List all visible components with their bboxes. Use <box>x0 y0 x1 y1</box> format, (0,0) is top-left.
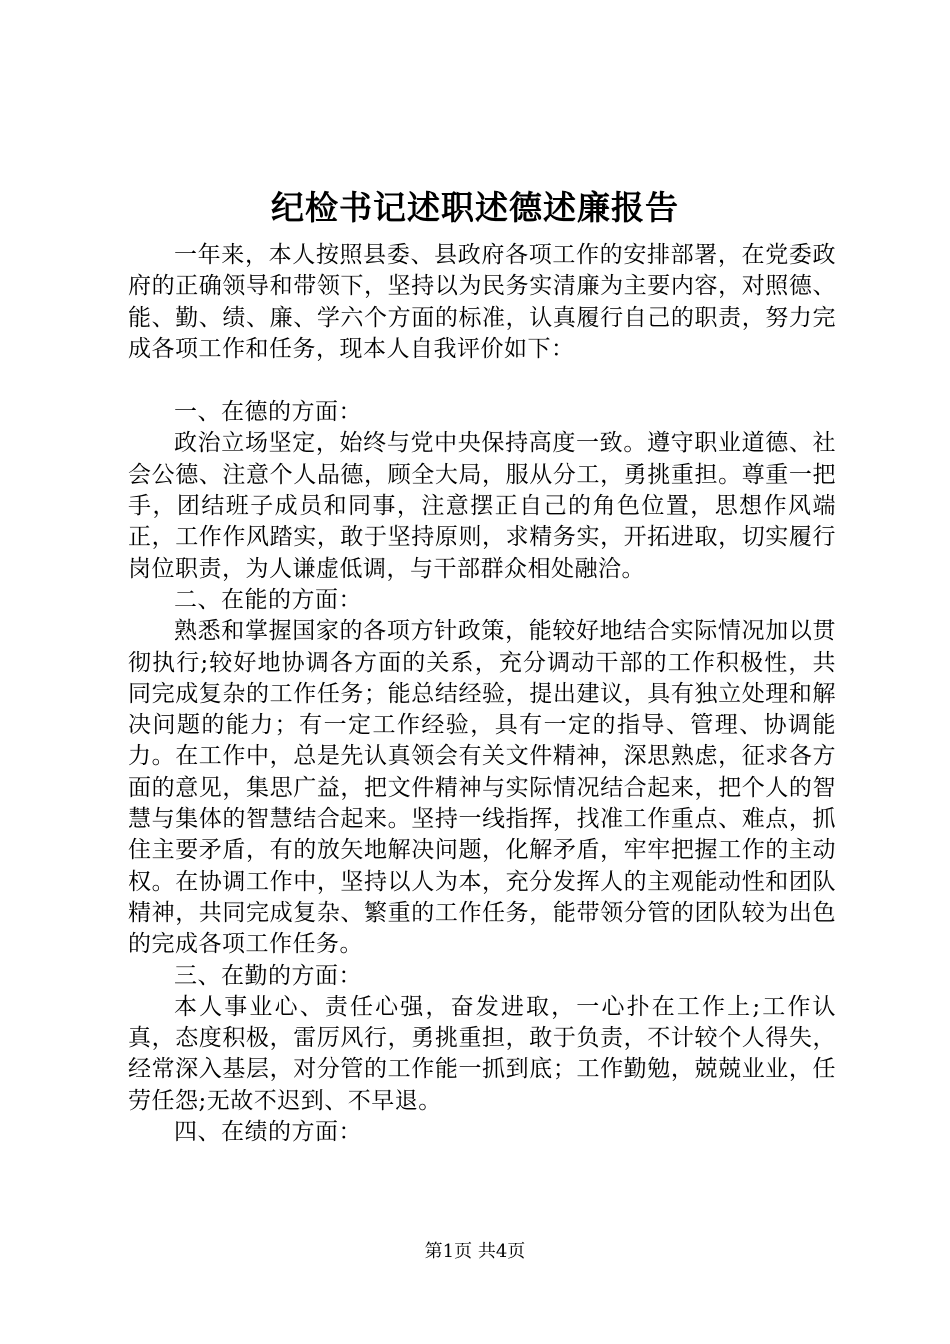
document-body <box>128 240 836 1148</box>
section-heading-de: 一、在德的方面： <box>174 399 362 426</box>
section-text-neng: 熟悉和掌握国家的各项方针政策，能较好地结合实际情况加以贯彻执行;较好地协调各方面的关系，充分调动干部的工作积极性，共同完成复杂的工作任务；能总结经验，提出建议，具有独立处理和解决问题的能力；有一定工作经验，具有一定的指导、管理、协调能力。在工作中，总是先认真领会有关文件精神，深思熟虑，征求各方面的意见，集思广益，把文件精神与实际情况结合起来，把个人的智慧与集体的智慧结合起来。坚持一线指挥，找准工作重点、难点，抓住主要矛盾，有的放矢地解决问题，化解矛盾，牢牢把握工作的主动权。在协调工作中，坚持以人为本，充分发挥人的主观能动性和团队精神，共同完成复杂、繁重的工作任务，能带领分管的团队较为出色的完成各项工作任务。 <box>128 618 836 958</box>
intro-paragraph: 一年来，本人按照县委、县政府各项工作的安排部署，在党委政府的正确领导和带领下，坚持以为民务实清廉为主要内容，对照德、能、勤、绩、廉、学六个方面的标准，认真履行自己的职责，努力完成各项工作和任务，现本人自我评价如下： <box>128 242 836 362</box>
section-heading-qin: 三、在勤的方面： <box>174 962 362 989</box>
paragraph-gap <box>128 365 836 397</box>
section-heading-ji: 四、在绩的方面： <box>174 1119 362 1146</box>
section-text-qin: 本人事业心、责任心强，奋发进取，一心扑在工作上;工作认真，态度积极，雷厉风行，勇挑重担，敢于负责，不计较个人得失，经常深入基层，对分管的工作能一抓到底；工作勤勉，兢兢业业，任劳任怨;无故不迟到、不早退。 <box>128 993 836 1114</box>
page-footer: 第1页 共4页 <box>424 1241 526 1262</box>
document-title: 纪检书记述职述德述廉报告 <box>271 188 679 227</box>
section-text-de: 政治立场坚定，始终与党中央保持高度一致。遵守职业道德、社会公德、注意个人品德，顾全大局，服从分工，勇挑重担。尊重一把手，团结班子成员和同事，注意摆正自己的角色位置，思想作风端正，工作作风踏实，敢于坚持原则，求精务实，开拓进取，切实履行岗位职责，为人谦虚低调，与干部群众相处融洽。 <box>128 430 836 582</box>
section-heading-neng: 二、在能的方面： <box>174 586 362 613</box>
